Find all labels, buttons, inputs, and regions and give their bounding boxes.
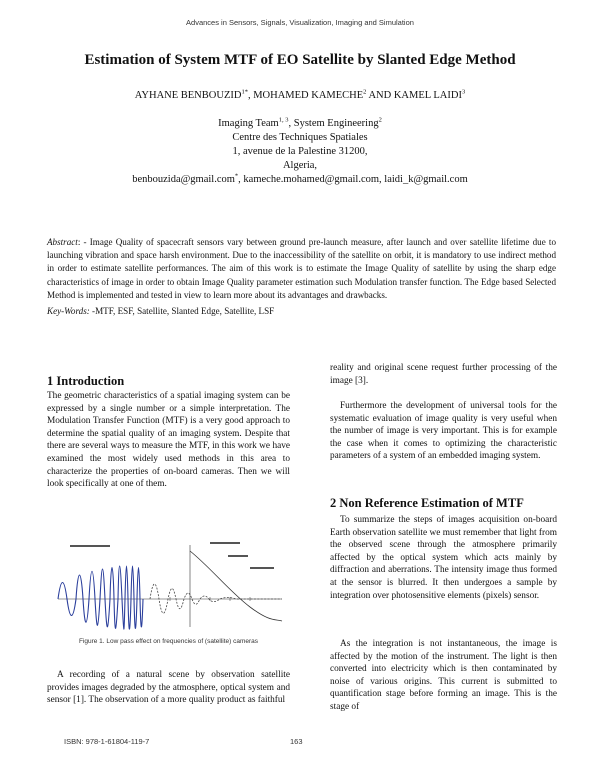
team-label: Imaging Team xyxy=(218,118,279,129)
running-header: Advances in Sensors, Signals, Visualization, Imaging and Simulation xyxy=(186,18,414,27)
email-others: , kameche.mohamed@gmail.com, laidi_k@gmail.com xyxy=(238,174,468,185)
keywords-text: -MTF, ESF, Satellite, Slanted Edge, Satellite, LSF xyxy=(89,306,275,316)
right-column-paragraph-furthermore: Furthermore the development of universal tools for the systematic evaluation of image quality is very useful when the number of image is very important. This is for example the case when it comes to optimizing the characteristic parameters of a system of an embedded imaging system. xyxy=(330,401,557,462)
affiliation-emails xyxy=(20,173,580,188)
affiliation-team xyxy=(20,117,580,132)
author-1-sup: 1* xyxy=(241,88,248,96)
engineering-label: , System Engineering xyxy=(288,118,379,129)
figure-1-caption: Figure 1. Low pass effect on frequencies of (satellite) cameras xyxy=(78,638,259,645)
abstract xyxy=(47,236,556,302)
abstract-label: Abstract xyxy=(47,237,78,247)
abstract-text: : - Image Quality of spacecraft sensors vary between ground pre-launch measure, after launch and over satellite lifetime due to launching vibration and space harsh environment. Due to the inaccessibility of the satellite on orbit, it is mandatory to use indirect method in order to estimate satellite performances. The aim of this work is to estimate the Image Quality of satellite by using the sharp edge characteristics of image in order to obtain Image Quality parameter estimation such Modulation transfer function. The Edge based Selected Method is implemented and tested in view to learn more about its advantages and drawbacks. xyxy=(47,237,556,300)
section-1-heading: 1 Introduction xyxy=(47,374,125,388)
footer-page-number: 163 xyxy=(290,737,303,746)
paper-title: Estimation of System MTF of EO Satellite by Slanted Edge Method xyxy=(84,52,516,68)
section-2-heading: 2 Non Reference Estimation of MTF xyxy=(330,496,524,510)
affiliation-country: Algeria, xyxy=(282,160,318,171)
figure-1-lowpass-plot xyxy=(50,537,290,637)
figure-annotation-marks xyxy=(70,542,274,569)
team-sup: 1, 3 xyxy=(278,116,289,124)
figure-axes xyxy=(58,545,282,627)
author-3-sup: 3 xyxy=(461,88,466,96)
right-column-continuation: reality and original scene request further processing of the image [3]. xyxy=(330,363,557,386)
email-1-sup: * xyxy=(234,172,239,180)
footer-isbn: ISBN: 978-1-61804-119-7 xyxy=(64,737,150,746)
mtf-decay-curve xyxy=(190,551,282,621)
author-line xyxy=(20,90,580,101)
keywords-label: Key-Words: xyxy=(47,306,90,316)
section-2-paragraph-1: To summarize the steps of images acquisition on-board Earth observation satellite we must remember that light from the observed scene through the atmosphere primarily affected by the optical system which acts mainly by diffraction and aberrations. The intensity image thus formed at the sensor is blurred. It then undergoes a sample by integration over photosensitive elements (pixels) sensor. xyxy=(330,515,557,601)
email-1: benbouzida@gmail.com xyxy=(132,174,235,185)
author-3: AND KAMEL LAIDI xyxy=(366,90,462,101)
author-2-sup: 2 xyxy=(363,88,367,96)
keywords xyxy=(47,306,556,316)
affiliation-address: 1, avenue de la Palestine 31200, xyxy=(232,146,368,157)
author-2: , MOHAMED KAMECHE xyxy=(247,90,364,101)
affiliation-center: Centre des Techniques Spatiales xyxy=(232,132,368,143)
engineering-sup: 2 xyxy=(378,116,382,124)
section-2-paragraph-2: As the integration is not instantaneous, the image is affected by the motion of the instrument. The light is then converted into electricity which is then contaminated by noise of various origins. This current is submitted to quantification stage before forming an image. This is the stage of xyxy=(330,639,557,712)
author-1: AYHANE BENBOUZID xyxy=(134,90,242,101)
section-1-paragraph-2: A recording of a natural scene by observation satellite provides images degraded by the atmosphere, optical system and sensor [1]. The observation of a more quality product as faithful xyxy=(47,670,290,706)
input-signal-wave xyxy=(58,566,143,629)
section-1-paragraph-1: The geometric characteristics of a spatial imaging system can be expressed by a single number or a simple interpretation. The Modulation Transfer Function (MTF) is a very good approach to determine the spatial quality of an imaging system. Despite that there are several ways to measure the MTF, in this work we have examined the most widely used methods in this area to characterize the properties of on-board cameras. Then we will look specifically at one of them. xyxy=(47,391,290,490)
